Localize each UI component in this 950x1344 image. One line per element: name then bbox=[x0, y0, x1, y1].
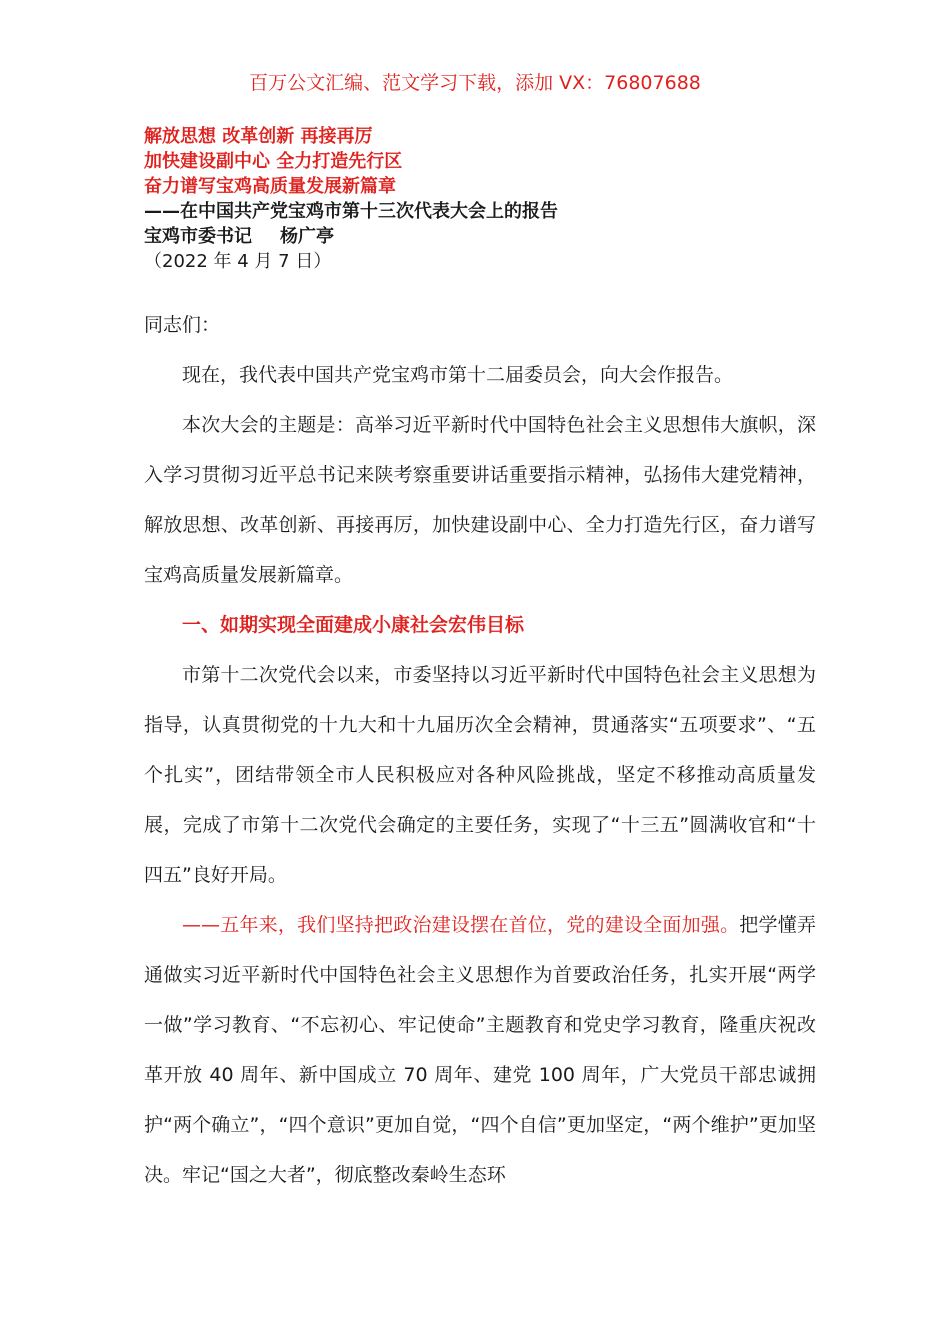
author-line bbox=[144, 224, 824, 249]
report-heading bbox=[144, 124, 824, 274]
title-line-3: 奋力谱写宝鸡高质量发展新篇章 bbox=[144, 176, 396, 197]
report-date: （2022 年 4 月 7 日） bbox=[144, 251, 332, 272]
title-line-2: 加快建设副中心 全力打造先行区 bbox=[144, 151, 403, 172]
section-1-title: 一、如期实现全面建成小康社会宏伟目标 bbox=[182, 614, 525, 636]
paragraph-4-rest: 把学懂弄通做实习近平新时代中国特色社会主义思想作为首要政治任务，扎实开展“两学一做”学习教育、“不忘初心、牢记使命”主题教育和党史学习教育，隆重庆祝改革开放 40 周年、新中国成立 70 周年、建党 100 周年，广大党员干部忠诚拥护“两个确立”，“四个意识”更加自觉，“四个自信”更加坚定，“两个维护”更加坚决。牢记“国之大者”，彻底整改秦岭生态环 bbox=[144, 914, 816, 1186]
author-name: 杨广亭 bbox=[280, 226, 334, 247]
paragraph-2: 本次大会的主题是：高举习近平新时代中国特色社会主义思想伟大旗帜，深入学习贯彻习近平总书记来陕考察重要讲话重要指示精神，弘扬伟大建党精神，解放思想、改革创新、再接再厉，加快建设副中心、全力打造先行区，奋力谱写宝鸡高质量发展新篇章。 bbox=[144, 414, 816, 586]
paragraph-3: 市第十二次党代会以来，市委坚持以习近平新时代中国特色社会主义思想为指导，认真贯彻党的十九大和十九届历次全会精神，贯通落实“五项要求”、“五个扎实”，团结带领全市人民积极应对各种风险挑战，坚定不移推动高质量发展，完成了市第十二次党代会确定的主要任务，实现了“十三五”圆满收官和“十四五”良好开局。 bbox=[144, 664, 816, 886]
report-subtitle: ——在中国共产党宝鸡市第十三次代表大会上的报告 bbox=[144, 201, 558, 222]
report-body bbox=[144, 300, 816, 1200]
paragraph-4 bbox=[144, 900, 816, 1200]
paragraph-1: 现在，我代表中国共产党宝鸡市第十二届委员会，向大会作报告。 bbox=[182, 364, 734, 386]
download-banner: 百万公文汇编、范文学习下载，添加 VX：76807688 bbox=[249, 72, 701, 94]
author-role: 宝鸡市委书记 bbox=[144, 226, 252, 247]
salutation: 同志们： bbox=[144, 314, 221, 336]
title-line-1: 解放思想 改革创新 再接再厉 bbox=[144, 126, 373, 147]
paragraph-4-lead: ——五年来，我们坚持把政治建设摆在首位，党的建设全面加强。 bbox=[182, 914, 740, 936]
